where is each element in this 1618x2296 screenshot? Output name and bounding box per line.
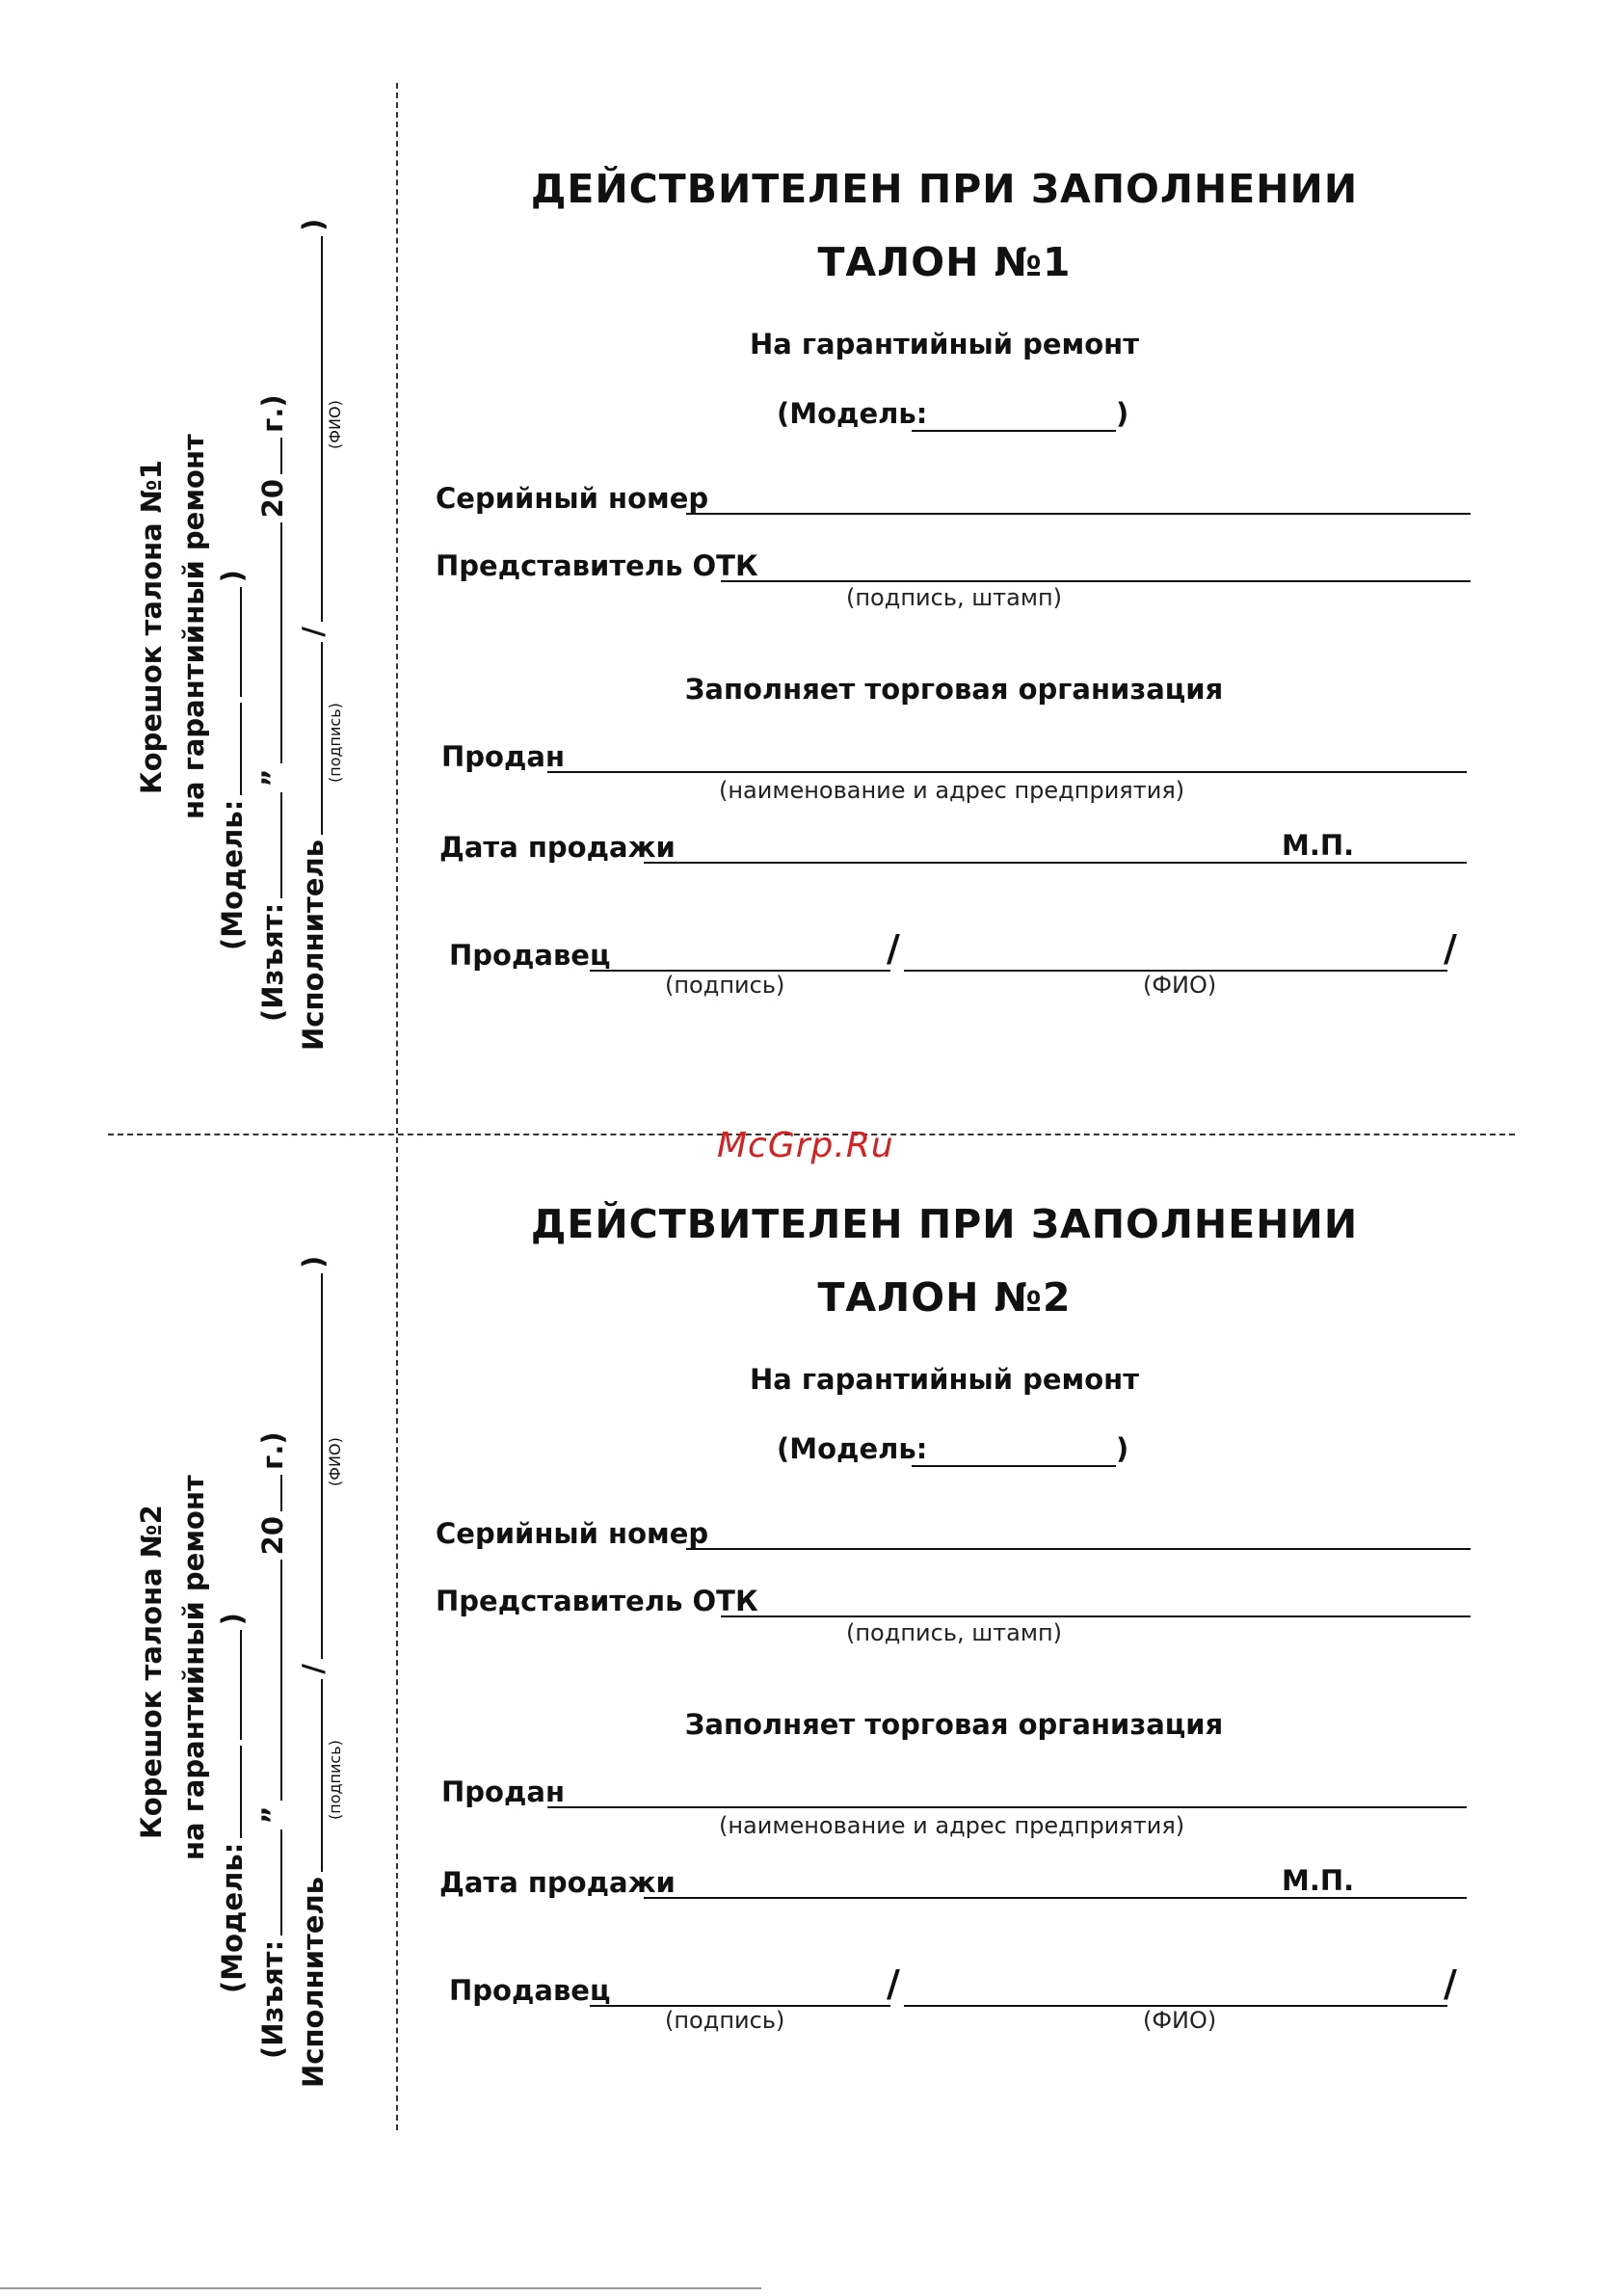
model-label: (Модель: (777, 397, 928, 430)
stub-taken-year-field[interactable] (280, 438, 282, 474)
sold-label: Продан (441, 740, 565, 773)
stub-line-2: на гарантийный ремонт (177, 1475, 210, 1860)
stub-line-1: Корешок талона №1 (135, 460, 168, 794)
ticket-number: ТАЛОН №2 (817, 1274, 1072, 1321)
stub-taken-month-field[interactable] (280, 1560, 282, 1801)
ticket-number: ТАЛОН №1 (817, 239, 1072, 285)
stub-model-field-2[interactable] (240, 588, 242, 698)
stub-model-row: (Модель: ) (216, 1613, 249, 1993)
serial-label: Серийный номер (436, 1517, 709, 1550)
seller-slash-2: / (1444, 1962, 1457, 2005)
stub-model-field[interactable] (240, 703, 242, 795)
ticket-header: ДЕЙСТВИТЕЛЕН ПРИ ЗАПОЛНЕНИИ (530, 166, 1359, 212)
stub-executor-row: Исполнитель / ) (297, 218, 330, 1051)
otk-label: Представитель ОТК (436, 549, 758, 582)
otk-field[interactable] (721, 580, 1471, 582)
stub-fio-hint: (ФИО) (326, 400, 344, 449)
watermark-text: McGrp.Ru (717, 1126, 894, 1165)
model-field[interactable] (912, 430, 1116, 432)
serial-label: Серийный номер (436, 482, 709, 515)
stub-taken-month-field[interactable] (280, 522, 282, 763)
stub-taken-day-field[interactable] (280, 1829, 282, 1936)
stub-executor-row: Исполнитель / ) (297, 1255, 330, 2088)
stub-taken-row: (Изъят: ” 20 г.) (256, 1431, 289, 2059)
otk-hint: (подпись, штамп) (846, 1619, 1063, 1646)
sale-date-label: Дата продажи (439, 1866, 676, 1899)
sold-field[interactable] (547, 771, 1467, 773)
stub-taken-year-field[interactable] (280, 1475, 282, 1511)
stub-executor-signature-field[interactable] (321, 642, 323, 835)
stub-executor-fio-field[interactable] (321, 236, 323, 622)
stub-taken-row: (Изъят: ” 20 г.) (256, 394, 289, 1022)
stub-model-field-2[interactable] (240, 1631, 242, 1741)
serial-field[interactable] (686, 1548, 1471, 1550)
seller-slash-1: / (887, 927, 900, 970)
stub-model-row: (Модель: ) (216, 570, 249, 950)
stamp-mark: М.П. (1282, 829, 1355, 862)
trade-org-heading: Заполняет торговая организация (684, 673, 1224, 706)
sale-date-label: Дата продажи (439, 831, 676, 864)
trade-org-heading: Заполняет торговая организация (684, 1708, 1224, 1741)
sold-hint: (наименование и адрес предприятия) (719, 1812, 1185, 1839)
sold-hint: (наименование и адрес предприятия) (719, 777, 1185, 804)
ticket-1 (0, 0, 1618, 1051)
stub-line-2: на гарантийный ремонт (177, 434, 210, 819)
ticket-2 (0, 1035, 1618, 2088)
repair-type: На гарантийный ремонт (749, 1363, 1140, 1396)
otk-label: Представитель ОТК (436, 1585, 758, 1617)
model-label: (Модель: (777, 1432, 928, 1465)
seller-fio-hint: (ФИО) (1143, 2007, 1217, 2034)
seller-slash-2: / (1444, 927, 1457, 970)
stub-signature-hint: (подпись) (326, 703, 344, 783)
seller-slash-1: / (887, 1962, 900, 2005)
seller-signature-hint: (подпись) (665, 972, 785, 999)
stub-line-1: Корешок талона №2 (135, 1505, 168, 1839)
serial-field[interactable] (686, 513, 1471, 515)
stub-executor-signature-field[interactable] (321, 1679, 323, 1872)
seller-label: Продавец (449, 939, 611, 972)
sale-date-field[interactable] (644, 862, 1467, 864)
sale-date-field[interactable] (644, 1897, 1467, 1899)
page-bottom-rule (0, 2287, 761, 2289)
seller-fio-hint: (ФИО) (1143, 972, 1217, 999)
stub-executor-fio-field[interactable] (321, 1273, 323, 1659)
model-field[interactable] (912, 1465, 1116, 1467)
stamp-mark: М.П. (1282, 1864, 1355, 1897)
seller-signature-hint: (подпись) (665, 2007, 785, 2034)
sold-field[interactable] (547, 1806, 1467, 1808)
otk-hint: (подпись, штамп) (846, 584, 1063, 611)
stub-signature-hint: (подпись) (326, 1740, 344, 1820)
ticket-header: ДЕЙСТВИТЕЛЕН ПРИ ЗАПОЛНЕНИИ (530, 1201, 1359, 1247)
repair-type: На гарантийный ремонт (749, 328, 1140, 360)
model-close: ) (1116, 1432, 1129, 1465)
sold-label: Продан (441, 1775, 565, 1808)
stub-fio-hint: (ФИО) (326, 1437, 344, 1486)
model-close: ) (1116, 397, 1129, 430)
otk-field[interactable] (721, 1615, 1471, 1617)
stub-model-field[interactable] (240, 1746, 242, 1838)
stub-taken-day-field[interactable] (280, 792, 282, 898)
seller-label: Продавец (449, 1974, 611, 2007)
